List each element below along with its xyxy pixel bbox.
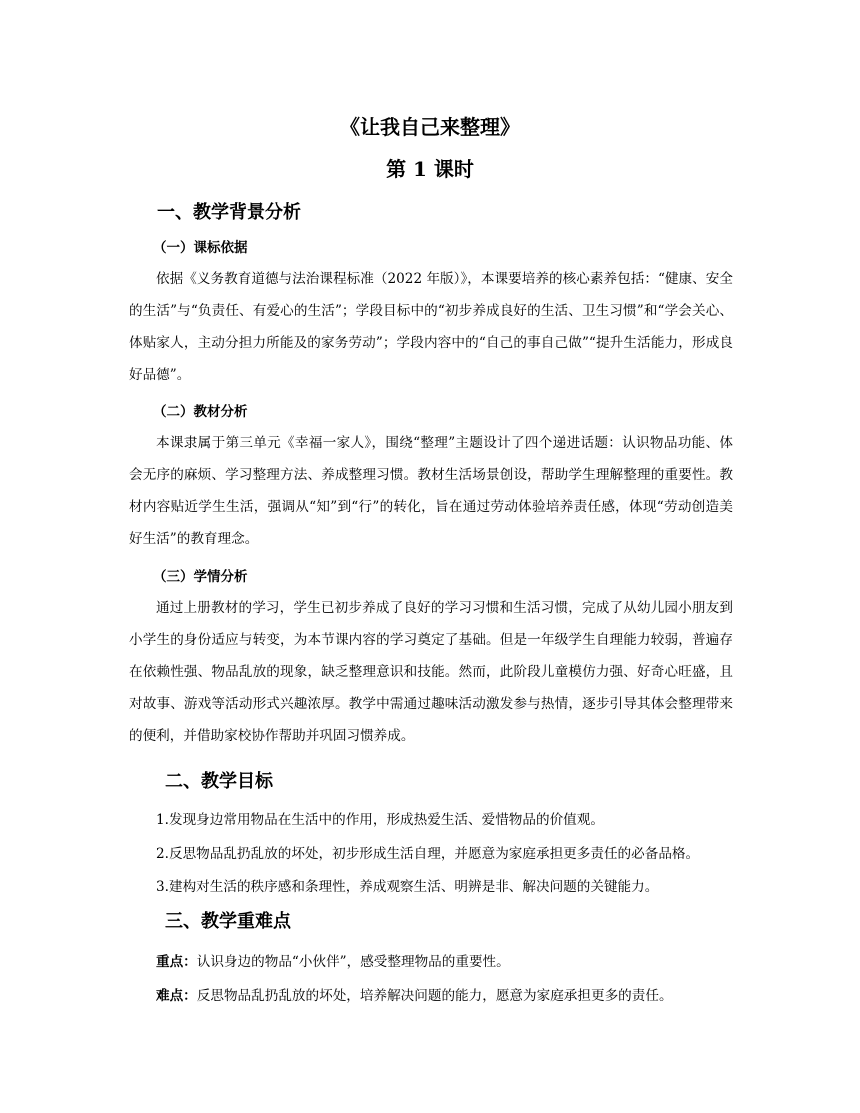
key-point-text: 认识身边的物品“小伙伴”，感受整理物品的重要性。 xyxy=(196,954,510,970)
section-heading-background: 一、教学背景分析 xyxy=(157,202,301,223)
paragraph-students: 通过上册教材的学习，学生已初步养成了良好的学习习惯和生活习惯，完成了从幼儿园小朋友到小学生的身份适应与转变，为本节课内容的学习奠定了基础。但是一年级学生自理能力较弱，普遍存在依赖性强、物品乱放的现象，缺乏整理意识和技能。然而，此阶段儿童模仿力强、好奇心旺盛，且对故事、游戏等活动形式兴趣浓厚。教学中需通过趣味活动激发参与热情，逐步引导其体会整理带来的便利，并借助家校协作帮助并巩固习惯养成。 xyxy=(129,600,733,744)
section-heading-objectives: 二、教学目标 xyxy=(165,771,273,792)
subsection-heading-curriculum: （一）课标依据 xyxy=(153,240,248,256)
section-heading-key-points: 三、教学重难点 xyxy=(165,911,291,932)
paragraph-textbook: 本课隶属于第三单元《幸福一家人》，围绕“整理”主题设计了四个递进话题：认识物品功能、体会无序的麻烦、学习整理方法、养成整理习惯。教材生活场景创设，帮助学生理解整理的重要性。教材内容贴近学生生活，强调从“知”到“行”的转化，旨在通过劳动体验培养责任感，体现“劳动创造美好生活”的教育理念。 xyxy=(129,435,733,547)
subsection-heading-textbook: （二）教材分析 xyxy=(153,404,248,420)
objective-item-2: 2.反思物品乱扔乱放的坏处，初步形成生活自理，并愿意为家庭承担更多责任的必备品格。 xyxy=(156,846,700,862)
difficult-point-text: 反思物品乱扔乱放的坏处，培养解决问题的能力，愿意为家庭承担更多的责任。 xyxy=(196,988,673,1004)
subsection-heading-students: （三）学情分析 xyxy=(153,569,248,585)
objective-item-1: 1.发现身边常用物品在生活中的作用，形成热爱生活、爱惜物品的价值观。 xyxy=(156,812,604,828)
difficult-point-label: 难点： xyxy=(156,988,197,1004)
difficult-point-line xyxy=(156,986,746,1006)
objective-item-3: 3.建构对生活的秩序感和条理性，养成观察生活、明辨是非、解决问题的关键能力。 xyxy=(156,879,659,895)
key-point-label: 重点： xyxy=(156,954,197,970)
lesson-subtitle: 第 1 课时 xyxy=(386,157,474,181)
document-title: 《让我自己来整理》 xyxy=(340,115,520,139)
paragraph-curriculum: 依据《义务教育道德与法治课程标准（2022 年版）》，本课要培养的核心素养包括：“健康、安全的生活”与“负责任、有爱心的生活”；学段目标中的“初步养成良好的生活、卫生习惯”和“学会关心、体贴家人，主动分担力所能及的家务劳动”；学段内容中的“自己的事自己做”“提升生活能力，形成良好品德”。 xyxy=(129,271,733,383)
key-point-line xyxy=(156,952,746,972)
